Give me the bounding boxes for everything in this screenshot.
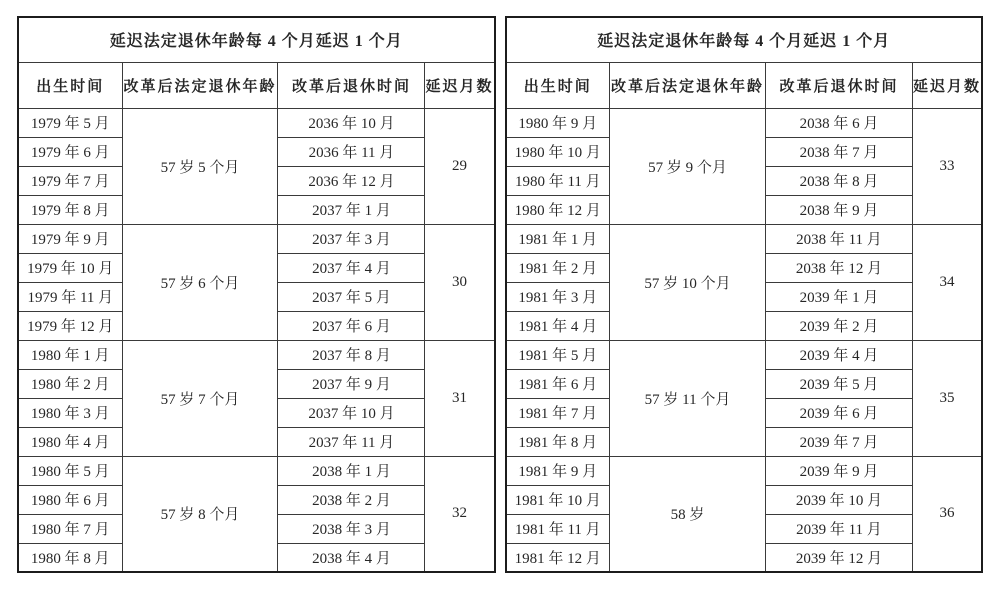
- delay-months-cell: 36: [912, 456, 982, 572]
- birth-month-cell: 1980 年 5 月: [18, 456, 122, 485]
- delay-months-cell: 29: [425, 108, 495, 224]
- retirement-age-cell: 57 岁 5 个月: [122, 108, 278, 224]
- retirement-month-cell: 2038 年 2 月: [278, 485, 425, 514]
- retirement-month-cell: 2039 年 10 月: [765, 485, 912, 514]
- column-header-2: 改革后退休时间: [278, 62, 425, 108]
- delay-months-cell: 35: [912, 340, 982, 456]
- birth-month-cell: 1981 年 6 月: [506, 369, 610, 398]
- birth-month-cell: 1980 年 6 月: [18, 485, 122, 514]
- retirement-age-cell: 57 岁 11 个月: [610, 340, 766, 456]
- retirement-month-cell: 2039 年 1 月: [765, 282, 912, 311]
- birth-month-cell: 1980 年 11 月: [506, 166, 610, 195]
- table-row: [18, 108, 495, 137]
- delay-months-cell: 32: [425, 456, 495, 572]
- retirement-month-cell: 2037 年 5 月: [278, 282, 425, 311]
- retirement-month-cell: 2039 年 4 月: [765, 340, 912, 369]
- retirement-month-cell: 2037 年 6 月: [278, 311, 425, 340]
- table-title: 延迟法定退休年龄每 4 个月延迟 1 个月: [506, 17, 983, 62]
- retirement-month-cell: 2037 年 1 月: [278, 195, 425, 224]
- retirement-month-cell: 2038 年 7 月: [765, 137, 912, 166]
- column-header-row: [506, 62, 983, 108]
- birth-month-cell: 1979 年 12 月: [18, 311, 122, 340]
- column-header-0: 出生时间: [506, 62, 610, 108]
- birth-month-cell: 1981 年 7 月: [506, 398, 610, 427]
- birth-month-cell: 1981 年 1 月: [506, 224, 610, 253]
- birth-month-cell: 1981 年 12 月: [506, 543, 610, 572]
- birth-month-cell: 1979 年 10 月: [18, 253, 122, 282]
- birth-month-cell: 1981 年 11 月: [506, 514, 610, 543]
- retirement-age-cell: 57 岁 10 个月: [610, 224, 766, 340]
- table-row: [506, 108, 983, 137]
- column-header-row: [18, 62, 495, 108]
- retirement-month-cell: 2036 年 10 月: [278, 108, 425, 137]
- delay-months-cell: 30: [425, 224, 495, 340]
- retirement-month-cell: 2038 年 6 月: [765, 108, 912, 137]
- retirement-month-cell: 2038 年 11 月: [765, 224, 912, 253]
- retirement-month-cell: 2037 年 10 月: [278, 398, 425, 427]
- birth-month-cell: 1979 年 7 月: [18, 166, 122, 195]
- birth-month-cell: 1981 年 4 月: [506, 311, 610, 340]
- retirement-month-cell: 2039 年 2 月: [765, 311, 912, 340]
- delay-months-cell: 31: [425, 340, 495, 456]
- retirement-month-cell: 2037 年 3 月: [278, 224, 425, 253]
- column-header-0: 出生时间: [18, 62, 122, 108]
- column-header-3: 延迟月数: [912, 62, 982, 108]
- birth-month-cell: 1981 年 8 月: [506, 427, 610, 456]
- birth-month-cell: 1980 年 12 月: [506, 195, 610, 224]
- retirement-month-cell: 2038 年 3 月: [278, 514, 425, 543]
- birth-month-cell: 1980 年 2 月: [18, 369, 122, 398]
- retirement-month-cell: 2036 年 12 月: [278, 166, 425, 195]
- birth-month-cell: 1981 年 10 月: [506, 485, 610, 514]
- birth-month-cell: 1980 年 10 月: [506, 137, 610, 166]
- table-title-row: [18, 17, 495, 62]
- retirement-month-cell: 2037 年 9 月: [278, 369, 425, 398]
- birth-month-cell: 1979 年 6 月: [18, 137, 122, 166]
- table-row: [506, 224, 983, 253]
- retirement-month-cell: 2037 年 8 月: [278, 340, 425, 369]
- delay-months-cell: 33: [912, 108, 982, 224]
- birth-month-cell: 1980 年 7 月: [18, 514, 122, 543]
- retirement-month-cell: 2039 年 9 月: [765, 456, 912, 485]
- delay-months-cell: 34: [912, 224, 982, 340]
- retirement-month-cell: 2038 年 1 月: [278, 456, 425, 485]
- birth-month-cell: 1980 年 9 月: [506, 108, 610, 137]
- table-row: [18, 224, 495, 253]
- retirement-table-left: [17, 16, 496, 573]
- retirement-month-cell: 2039 年 11 月: [765, 514, 912, 543]
- birth-month-cell: 1980 年 3 月: [18, 398, 122, 427]
- birth-month-cell: 1979 年 8 月: [18, 195, 122, 224]
- retirement-month-cell: 2039 年 6 月: [765, 398, 912, 427]
- table-row: [18, 456, 495, 485]
- retirement-month-cell: 2037 年 4 月: [278, 253, 425, 282]
- retirement-age-cell: 58 岁: [610, 456, 766, 572]
- retirement-table-right: [505, 16, 984, 573]
- retirement-age-cell: 57 岁 8 个月: [122, 456, 278, 572]
- retirement-age-cell: 57 岁 7 个月: [122, 340, 278, 456]
- birth-month-cell: 1979 年 11 月: [18, 282, 122, 311]
- birth-month-cell: 1981 年 5 月: [506, 340, 610, 369]
- retirement-age-cell: 57 岁 6 个月: [122, 224, 278, 340]
- column-header-1: 改革后法定退休年龄: [610, 62, 766, 108]
- birth-month-cell: 1980 年 4 月: [18, 427, 122, 456]
- birth-month-cell: 1981 年 2 月: [506, 253, 610, 282]
- retirement-month-cell: 2039 年 12 月: [765, 543, 912, 572]
- retirement-age-cell: 57 岁 9 个月: [610, 108, 766, 224]
- retirement-month-cell: 2037 年 11 月: [278, 427, 425, 456]
- retirement-month-cell: 2039 年 7 月: [765, 427, 912, 456]
- table-title: 延迟法定退休年龄每 4 个月延迟 1 个月: [18, 17, 495, 62]
- table-title-row: [506, 17, 983, 62]
- column-header-2: 改革后退休时间: [765, 62, 912, 108]
- table-row: [506, 456, 983, 485]
- table-row: [18, 340, 495, 369]
- retirement-month-cell: 2039 年 5 月: [765, 369, 912, 398]
- tables-row: [17, 16, 983, 573]
- birth-month-cell: 1980 年 1 月: [18, 340, 122, 369]
- retirement-month-cell: 2038 年 9 月: [765, 195, 912, 224]
- birth-month-cell: 1979 年 5 月: [18, 108, 122, 137]
- column-header-3: 延迟月数: [425, 62, 495, 108]
- retirement-month-cell: 2038 年 8 月: [765, 166, 912, 195]
- birth-month-cell: 1980 年 8 月: [18, 543, 122, 572]
- retirement-month-cell: 2038 年 4 月: [278, 543, 425, 572]
- birth-month-cell: 1979 年 9 月: [18, 224, 122, 253]
- retirement-month-cell: 2038 年 12 月: [765, 253, 912, 282]
- retirement-month-cell: 2036 年 11 月: [278, 137, 425, 166]
- birth-month-cell: 1981 年 3 月: [506, 282, 610, 311]
- birth-month-cell: 1981 年 9 月: [506, 456, 610, 485]
- column-header-1: 改革后法定退休年龄: [122, 62, 278, 108]
- table-row: [506, 340, 983, 369]
